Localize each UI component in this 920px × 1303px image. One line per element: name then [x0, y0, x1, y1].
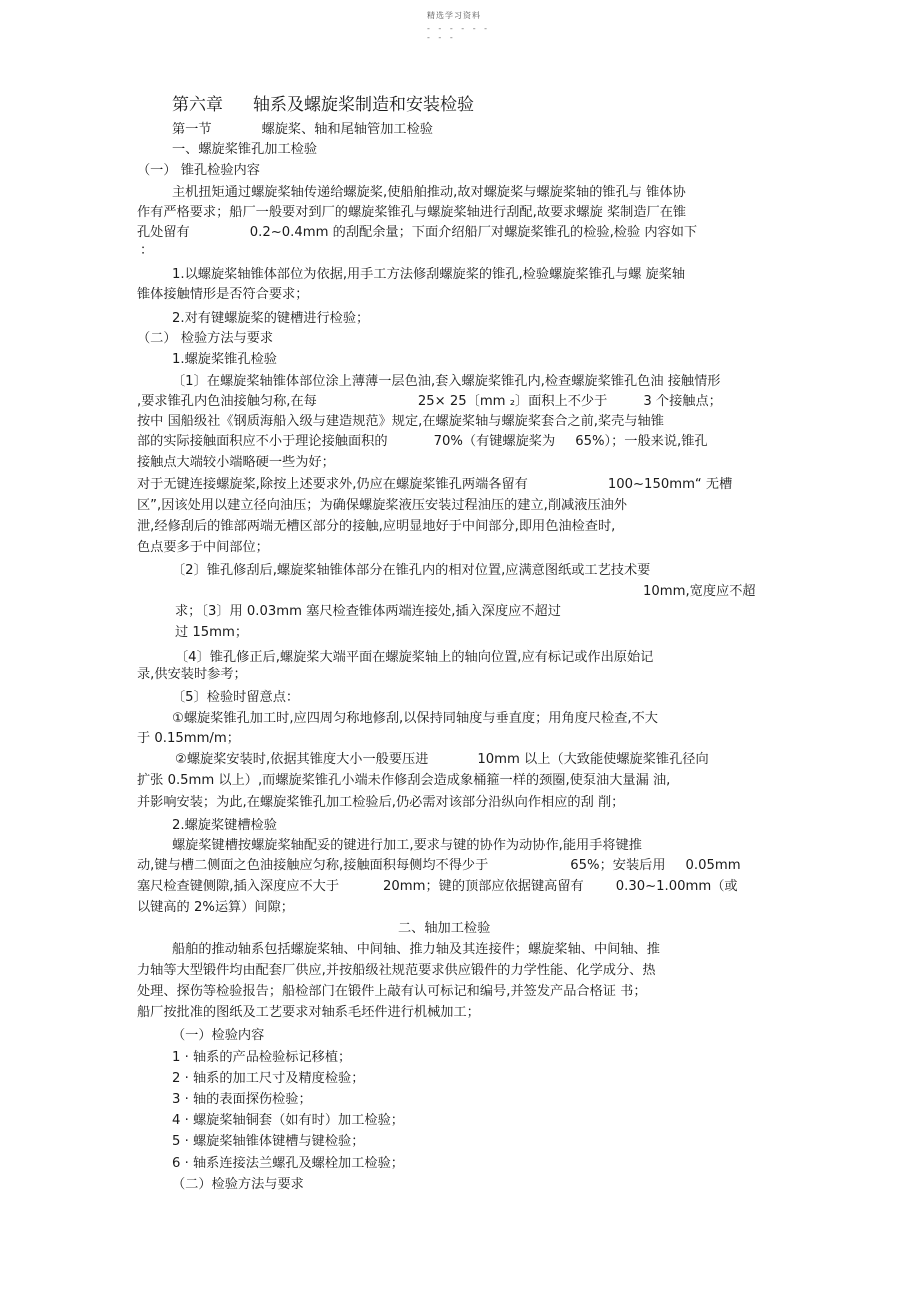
paragraph-line: ： [140, 243, 154, 258]
content-item: 锥体接触情形是否符合要求； [137, 287, 309, 302]
paragraph-line: 船舶的推动轴系包括螺旋桨轴、中间轴、推力轴及其连接件；螺旋桨轴、中间轴、推 [172, 942, 660, 957]
subheading: 2.螺旋桨键槽检验 [172, 818, 277, 833]
paragraph-line: 对于无键连接螺旋桨,除按上述要求外,仍应在螺旋桨锥孔两端各留有 100~150mm“ 无槽 [137, 477, 733, 492]
note-item: ①螺旋桨锥孔加工时,应四周匀称地修刮,以保持同轴度与垂直度；用角度尺检查,不大 [172, 711, 658, 726]
note-item: 扩张 0.5mm 以上）,而螺旋桨锥孔小端未作修刮会造成象桶箍一样的颈圈,使泵油大量漏 油, [137, 773, 671, 788]
paragraph-line: 部的实际接触面积应不小于理论接触面积的 70%（有键螺旋桨为 65%）；一般来说,锥孔 [137, 434, 708, 449]
section-title: 螺旋桨、轴和尾轴管加工检验 [261, 122, 433, 137]
paragraph-line: ,要求锥孔内色油接触匀称,在每 25× 25〔mm ₂〕面积上不少于 3 个接触点； [137, 394, 722, 409]
section-heading [172, 121, 433, 138]
heading-shaft: 二、轴加工检验 [398, 921, 491, 936]
content-item: 1.以螺旋桨轴锥体部位为依据,用手工方法修刮螺旋桨的锥孔,检验螺旋桨锥孔与螺 旋桨轴 [172, 267, 686, 282]
list-item: 5 · 螺旋桨轴锥体键槽与键检验； [172, 1134, 365, 1149]
heading-method: （二） 检验方法与要求 [137, 331, 274, 346]
paragraph-line: 动,键与槽二侧面之色油接触应匀称,接触面积每侧均不得少于 65%；安装后用 0.05mm [137, 858, 741, 873]
paragraph-line: 泄,经修刮后的锥部两端无槽区部分的接触,应明显地好于中间部分,即用色油检查时, [137, 519, 616, 534]
section-number: 第一节 [172, 122, 212, 137]
paragraph-line: 孔处留有 0.2~0.4mm 的刮配余量；下面介绍船厂对螺旋桨锥孔的检验,检验 内容如下 [137, 225, 698, 240]
subheading: （二）检验方法与要求 [172, 1177, 304, 1192]
paragraph-line: 求；〔3〕用 0.03mm 塞尺检查锥体两端连接处,插入深度应不超过 [175, 604, 561, 619]
heading-prop-bore: 一、螺旋桨锥孔加工检验 [172, 142, 318, 157]
paragraph-line: 区”,因该处用以建立径向油压；为确保螺旋桨液压安装过程油压的建立,削减液压油外 [137, 498, 627, 513]
paragraph-line: 〔4〕锥孔修正后,螺旋桨大端平面在螺旋桨轴上的轴向位置,应有标记或作出原始记 [175, 650, 654, 665]
paragraph-line: 10mm,宽度应不超 [643, 584, 756, 599]
paragraph-line: 〔1〕在螺旋桨轴锥体部位涂上薄薄一层色油,套入螺旋桨锥孔内,检查螺旋桨锥孔色油 接触情形 [172, 374, 721, 389]
paragraph-line: 按中 国船级社《钢质海船入级与建造规范》规定,在螺旋桨轴与螺旋桨套合之前,桨壳与轴锥 [137, 414, 664, 429]
paragraph-line: 〔5〕检验时留意点： [172, 690, 300, 705]
paragraph-line: 力轴等大型锻件均由配套厂供应,并按船级社规范要求供应锻件的力学性能、化学成分、热 [137, 963, 656, 978]
paragraph-line: 以键高的 2%运算）间隙； [137, 900, 294, 915]
heading-bore-content: （一） 锥孔检验内容 [137, 163, 260, 178]
paragraph-line: 塞尺检查键侧隙,插入深度应不大于 20mm；键的顶部应依据键高留有 0.30~1.00mm（或 [137, 879, 738, 894]
chapter-title: 轴系及螺旋桨制造和安装检验 [253, 95, 474, 115]
paragraph-line: 过 15mm； [175, 625, 249, 640]
paragraph-line: 主机扭矩通过螺旋桨轴传递给螺旋桨,使船舶推动,故对螺旋桨与螺旋桨轴的锥孔与 锥体协 [172, 185, 686, 200]
header-dashes: - - - - - - - - - [427, 24, 491, 42]
list-item: 4 · 螺旋桨轴铜套（如有时）加工检验； [172, 1113, 404, 1128]
list-item: 6 · 轴系连接法兰螺孔及螺栓加工检验； [172, 1156, 404, 1171]
paragraph-line: 〔2〕锥孔修刮后,螺旋桨轴锥体部分在锥孔内的相对位置,应满意图纸或工艺技术要 [172, 563, 651, 578]
paragraph-line: 色点要多于中间部位； [137, 540, 269, 555]
chapter-heading [172, 95, 474, 115]
list-item: 3 · 轴的表面探伤检验； [172, 1092, 312, 1107]
note-item: 于 0.15mm/m； [137, 731, 240, 746]
paragraph-line: 录,供安装时参考； [137, 667, 247, 682]
paragraph-line: 作有严格要求；船厂一般要对到厂的螺旋桨锥孔与螺旋桨轴进行刮配,故要求螺旋 桨制造厂在锥 [137, 205, 687, 220]
chapter-number: 第六章 [172, 95, 223, 115]
paragraph-line: 船厂按批准的图纸及工艺要求对轴系毛坯件进行机械加工； [137, 1005, 480, 1020]
list-item: 1 · 轴系的产品检验标记移植； [172, 1050, 352, 1065]
list-item: 2 · 轴系的加工尺寸及精度检验； [172, 1071, 365, 1086]
paragraph-line: 处理、探伤等检验报告；船检部门在锻件上敲有认可标记和编号,并签发产品合格证 书； [137, 984, 647, 999]
paragraph-line: 接触点大端较小端略硬一些为好； [137, 455, 335, 470]
paragraph-line: 螺旋桨键槽按螺旋桨轴配妥的键进行加工,要求与键的协作为动协作,能用手将键推 [172, 838, 642, 853]
content-item: 2.对有键螺旋桨的键槽进行检验； [172, 311, 370, 326]
header-note: 精选学习资料 [427, 11, 481, 20]
note-item: ②螺旋桨安装时,依据其锥度大小一般要压进 10mm 以上（大致能使螺旋桨锥孔径向 [175, 752, 709, 767]
note-item: 并影响安装；为此,在螺旋桨锥孔加工检验后,仍必需对该部分沿纵向作相应的刮 削； [137, 795, 625, 810]
subheading: （一）检验内容 [172, 1028, 265, 1043]
subheading: 1.螺旋桨锥孔检验 [172, 352, 277, 367]
